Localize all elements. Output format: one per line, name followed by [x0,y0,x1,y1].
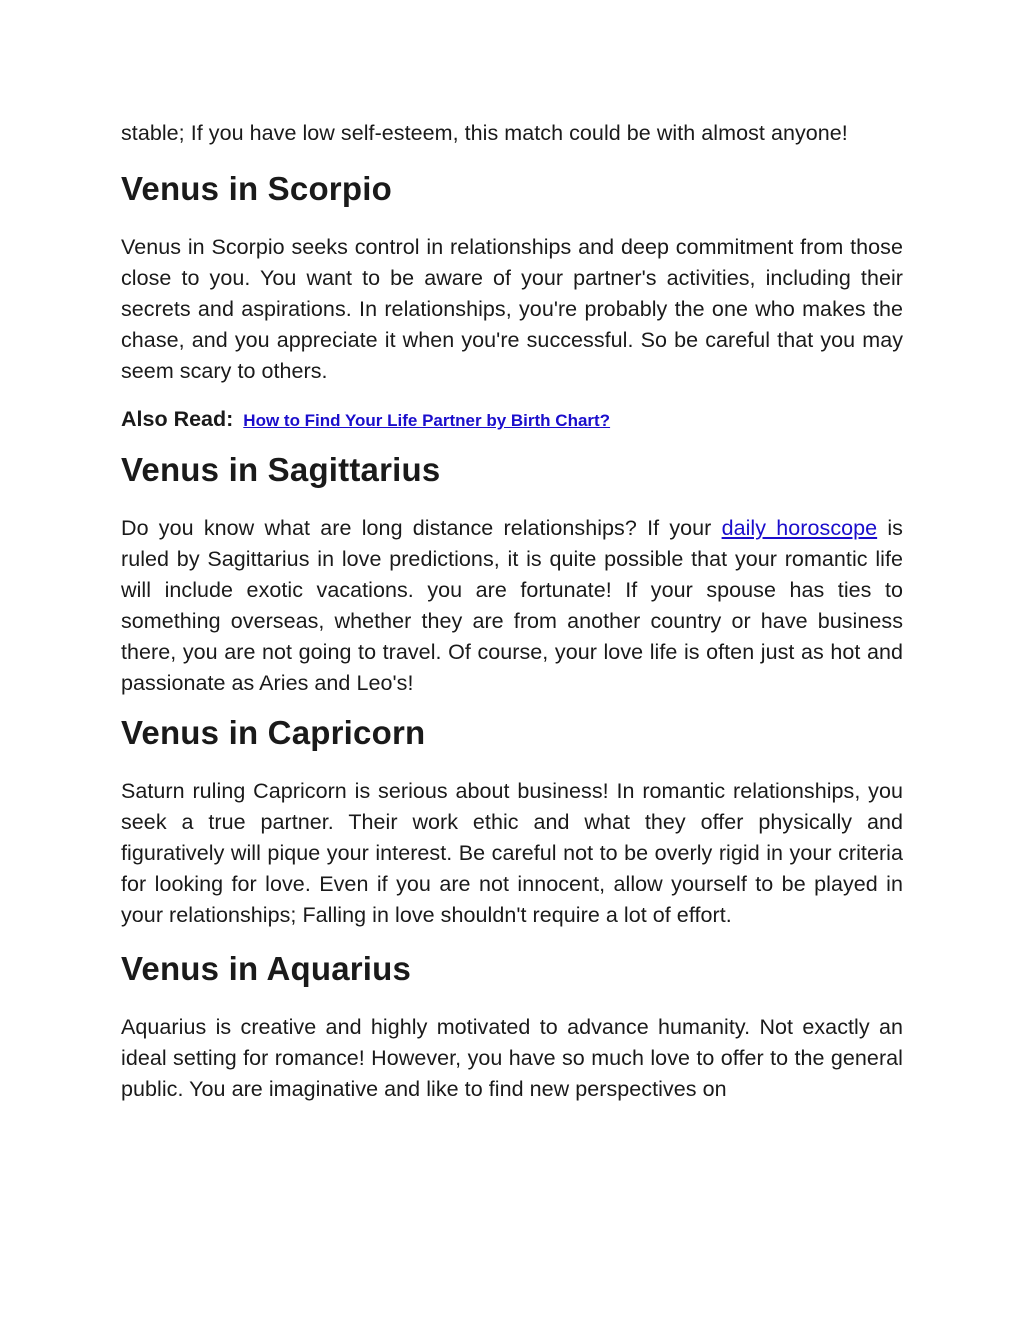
sagittarius-text-end: is ruled by Sagittarius in love predictions, it is quite possible that your romantic life will include exotic vacations. you are fortunate! If your spouse has ties to something overseas, whether they are from another country or have business there, you are not going to travel. Of course, your love life is often just as hot and passionate as Aries and Leo's! [121,516,903,695]
heading-venus-in-sagittarius: Venus in Sagittarius [121,451,441,488]
also-read-line [121,404,903,436]
aquarius-paragraph: Aquarius is creative and highly motivated to advance humanity. Not exactly an ideal setting for romance! However, you have so much love to offer to the general public. You are imaginative and like to find new perspectives on [121,1015,903,1101]
heading-venus-in-aquarius: Venus in Aquarius [121,950,412,987]
sagittarius-text-start: Do you know what are long distance relationships? If your [121,516,722,540]
also-read-label: Also Read: [121,407,234,431]
daily-horoscope-link[interactable]: daily horoscope [721,516,878,540]
capricorn-paragraph: Saturn ruling Capricorn is serious about business! In romantic relationships, you seek a true partner. Their work ethic and what they offer physically and figuratively will pique your interest. Be careful not to be overly rigid in your criteria for looking for love. Even if you are not innocent, allow yourself to be played in your relationships; Falling in love shouldn't require a lot of effort. [121,779,903,927]
document-page [121,118,903,1105]
scorpio-paragraph: Venus in Scorpio seeks control in relationships and deep commitment from those close to you. You want to be aware of your partner's activities, including their secrets and aspirations. In relationships, you're probably the one who makes the chase, and you appreciate it when you're successful. So be careful that you may seem scary to others. [121,235,903,383]
heading-venus-in-scorpio: Venus in Scorpio [121,170,392,207]
sagittarius-paragraph [121,513,903,699]
also-read-link[interactable]: How to Find Your Life Partner by Birth Chart? [243,411,611,430]
intro-paragraph: stable; If you have low self-esteem, this match could be with almost anyone! [121,121,848,145]
heading-venus-in-capricorn: Venus in Capricorn [121,714,426,751]
